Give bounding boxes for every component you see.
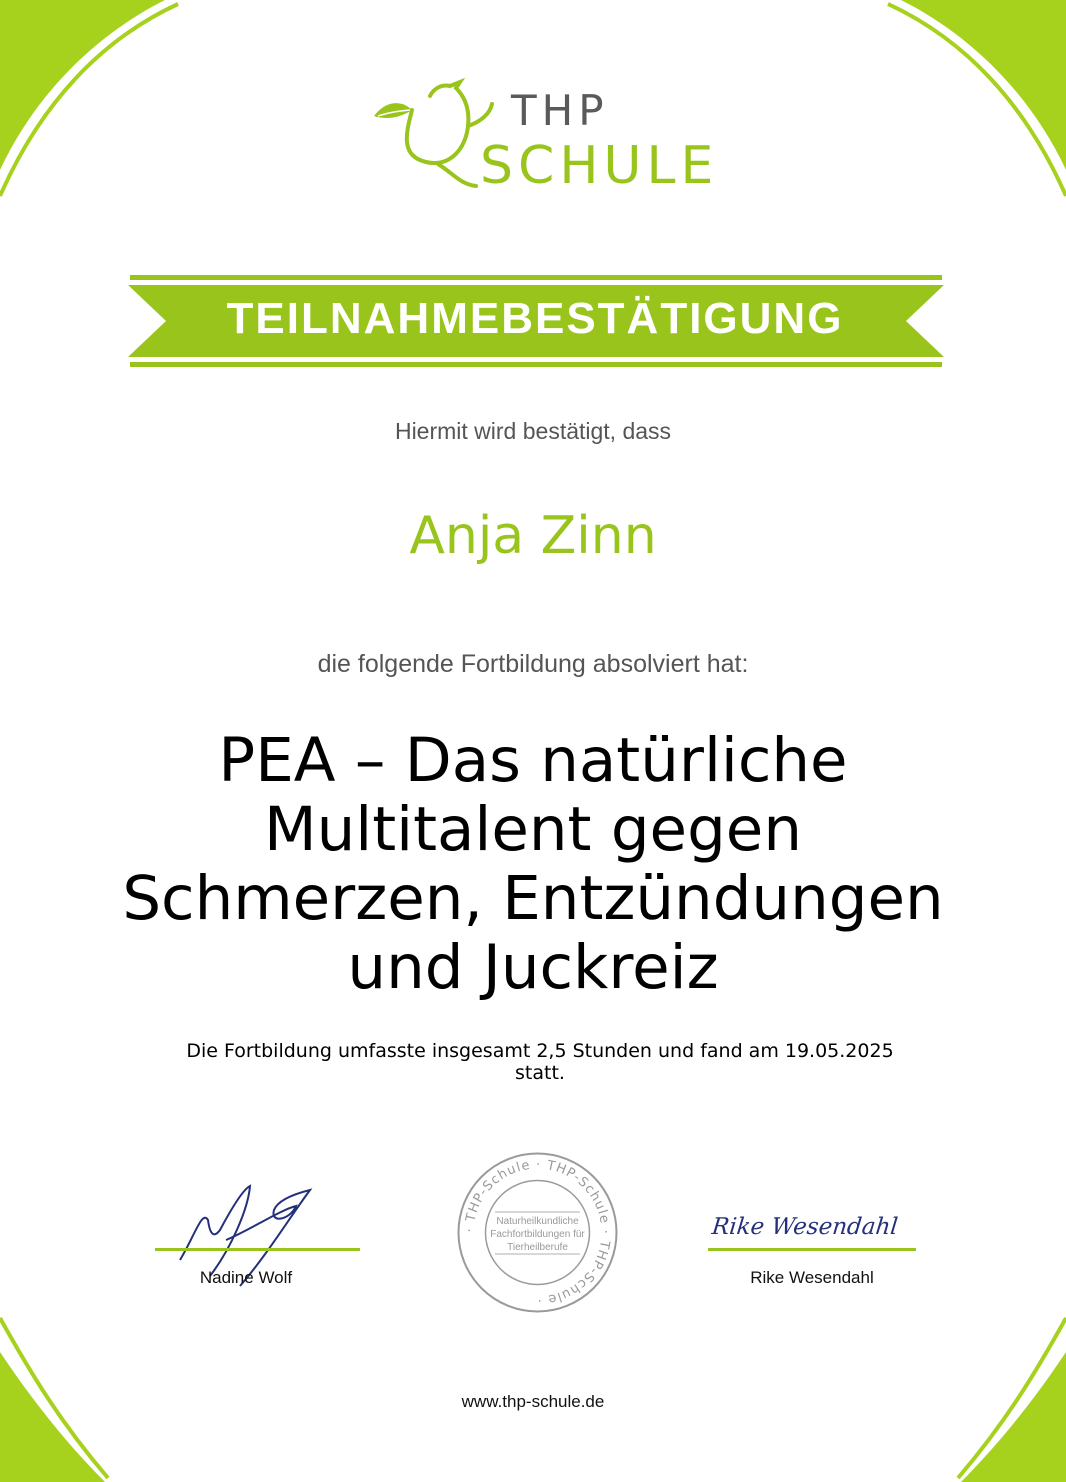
stamp-center-line: Naturheilkundliche — [496, 1216, 579, 1227]
signer-name-left: Nadine Wolf — [199, 1268, 293, 1287]
certificate-title: TEILNAHMEBESTÄTIGUNG — [226, 294, 844, 343]
signature-rike-wesendahl: Rike Wesendahl — [710, 1214, 900, 1240]
course-details-line: statt. — [515, 1062, 565, 1084]
course-details-line: Die Fortbildung umfasste insgesamt 2,5 Stunden und fand am 19.05.2025 — [186, 1040, 894, 1062]
course-title — [0, 726, 1066, 1002]
participant-name: Anja Zinn — [409, 506, 657, 566]
corner-decoration-top-left — [0, 0, 180, 200]
signature-line-right — [708, 1248, 916, 1251]
website-link[interactable]: www.thp-schule.de — [461, 1392, 605, 1411]
stamp-ring-text: · THP-Schule · THP-Schule · THP-Schule · — [462, 1157, 613, 1308]
course-title-line: Multitalent gegen — [263, 794, 802, 865]
corner-decoration-top-right — [886, 0, 1066, 200]
completion-text: die folgende Fortbildung absolviert hat: — [317, 650, 749, 678]
logo-text-thp: THP — [511, 86, 609, 135]
logo-text-schule: SCHULE — [480, 136, 719, 196]
course-title-line: und Juckreiz — [347, 932, 719, 1003]
signer-name-right: Rike Wesendahl — [750, 1268, 874, 1287]
course-title-line: Schmerzen, Entzündungen — [122, 863, 944, 934]
course-title-line: PEA – Das natürliche — [218, 725, 848, 796]
stamp-center-line: Fachfortbildungen für — [490, 1229, 585, 1240]
signature-line-left — [155, 1248, 360, 1251]
stamp-center-line: Tierheilberufe — [507, 1242, 568, 1253]
intro-text: Hiermit wird bestätigt, dass — [394, 418, 672, 444]
school-stamp — [455, 1150, 620, 1315]
course-details — [120, 1040, 960, 1084]
thp-schule-logo — [368, 78, 719, 196]
